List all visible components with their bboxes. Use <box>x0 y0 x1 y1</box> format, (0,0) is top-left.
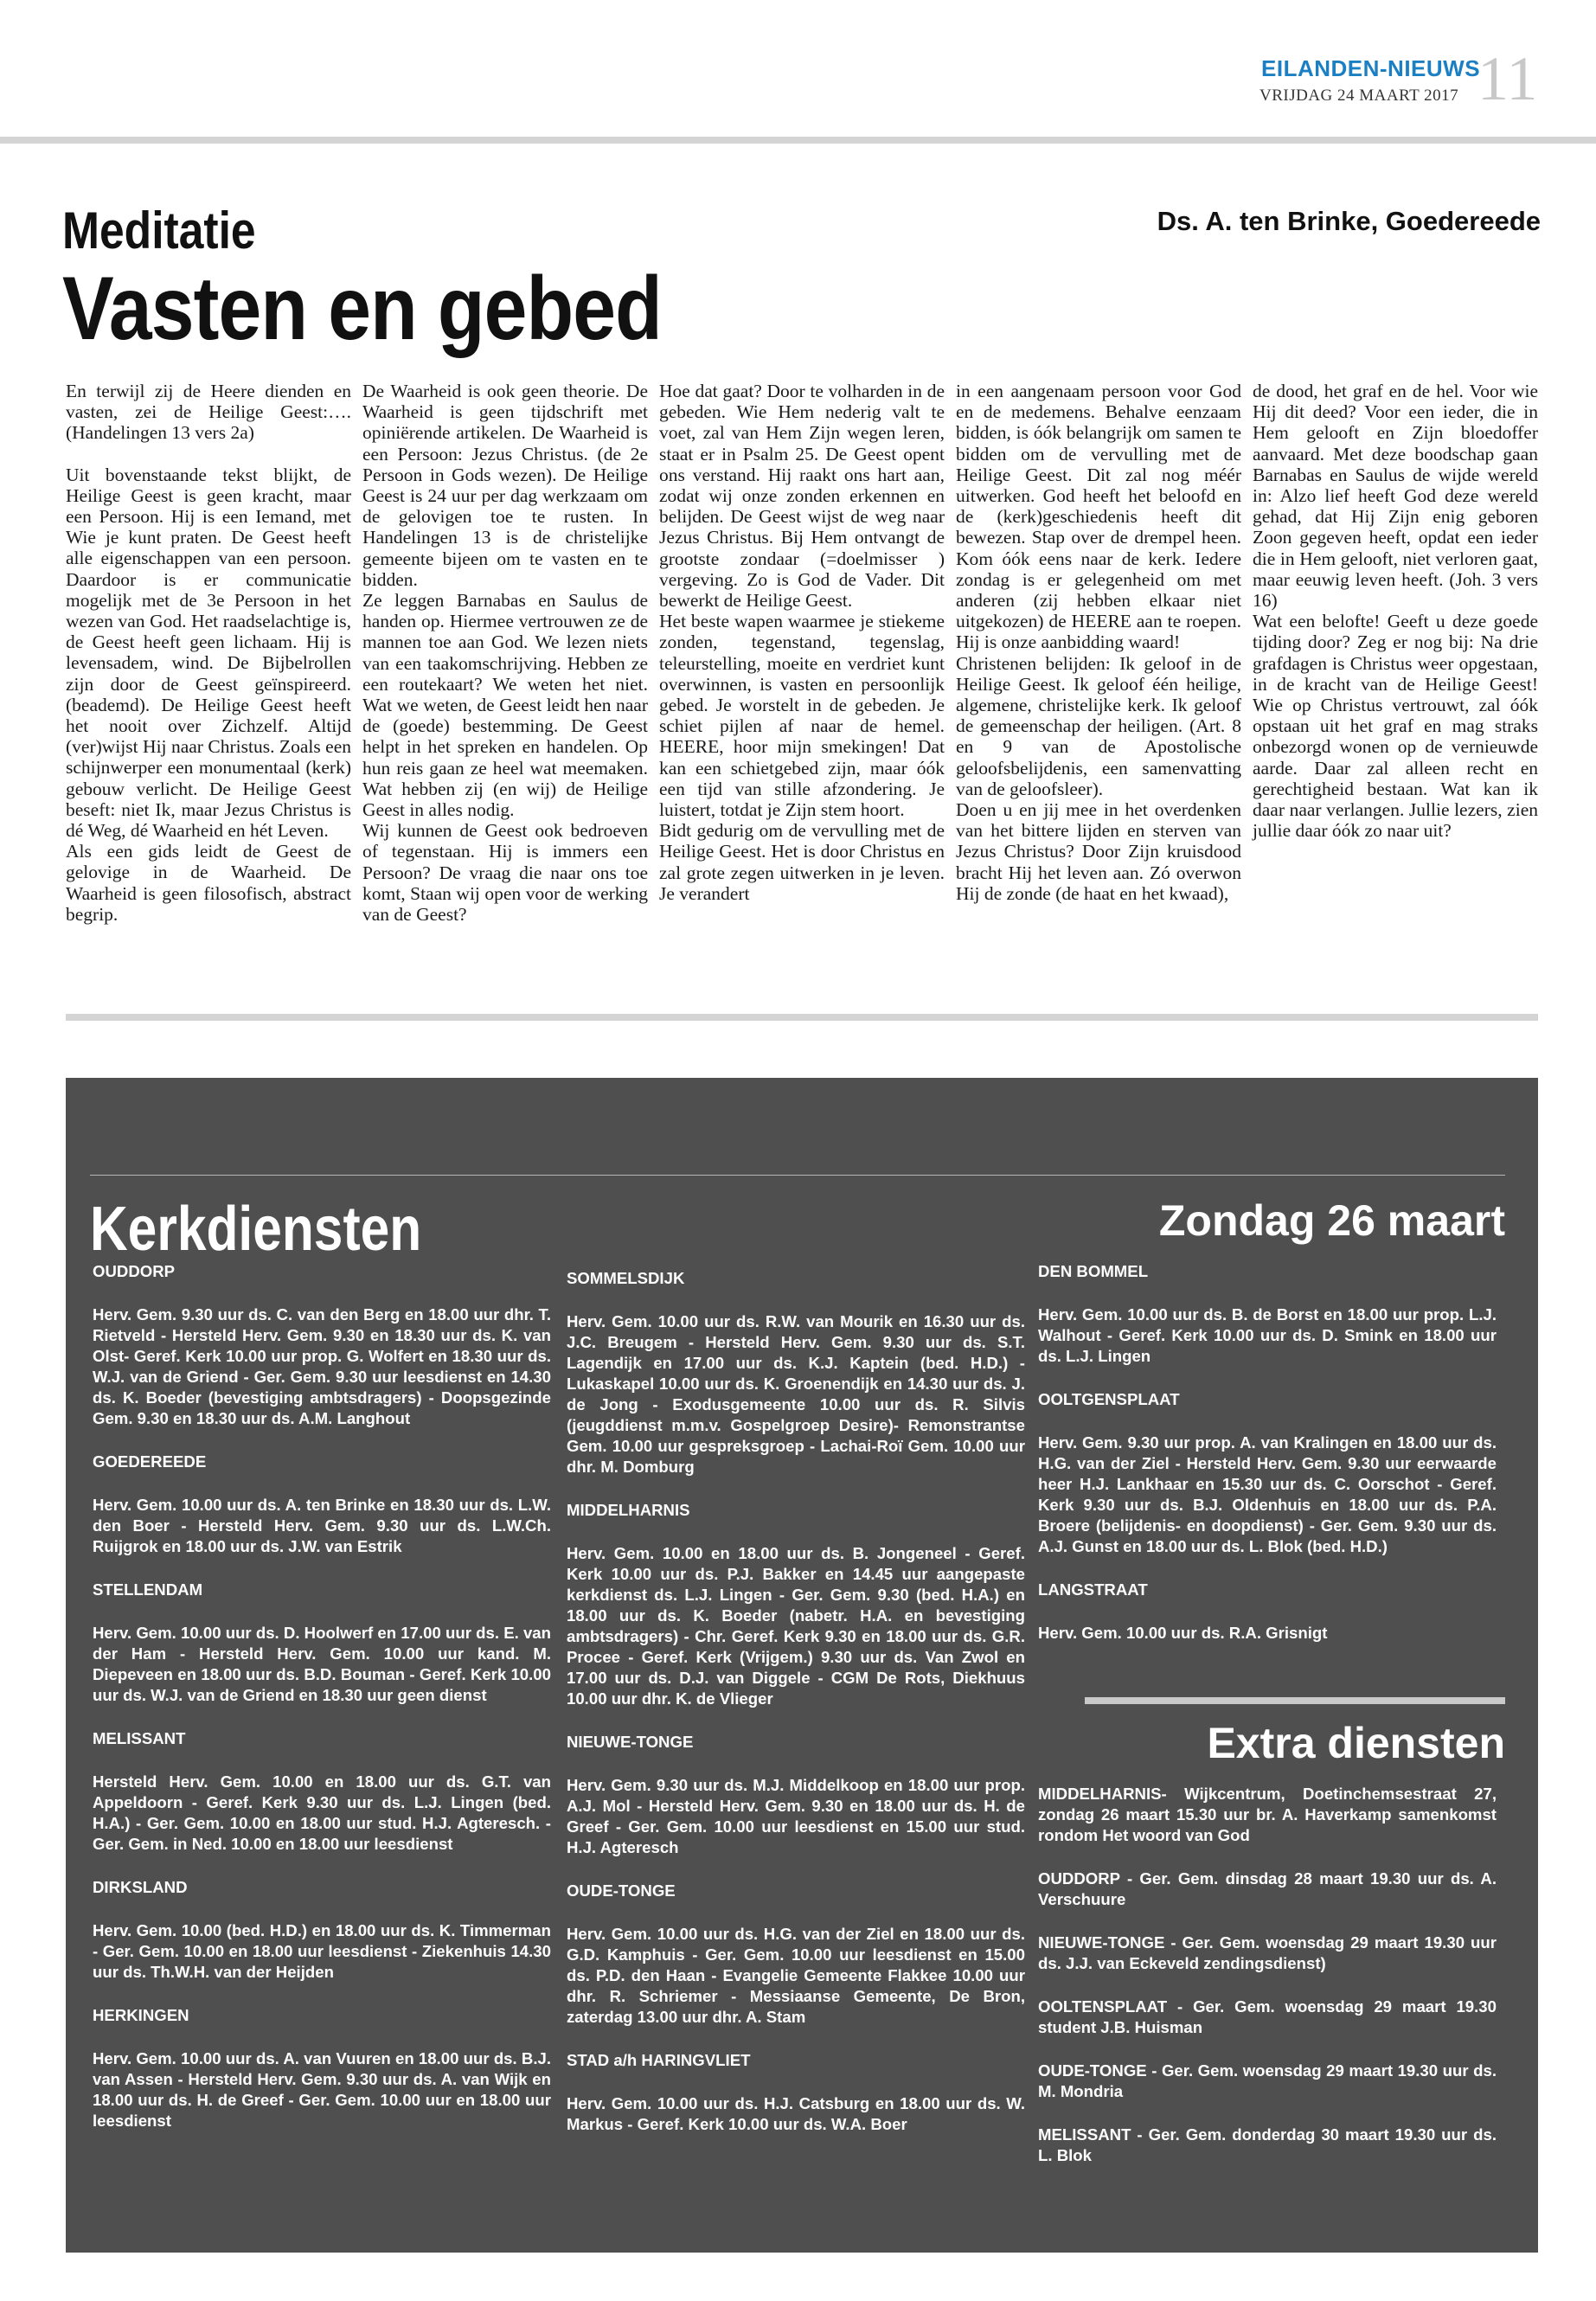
place-heading: STELLENDAM <box>93 1580 203 1599</box>
place-heading: LANGSTRAAT <box>1038 1580 1148 1599</box>
place-heading: NIEUWE-TONGE <box>567 1733 694 1751</box>
paragraph: Wij kunnen de Geest ook bedroeven of tegenstaan. Hij is immers een Persoon? De vraag die naar ons toe komt, Staan wij open voor de werking van de Geest? <box>362 820 648 926</box>
place-heading: OUDE-TONGE <box>567 1881 676 1900</box>
kerkdiensten-column-2 <box>567 1268 1025 2157</box>
place-heading: SOMMELSDIJK <box>567 1269 685 1287</box>
extra-diensten-title: Extra diensten <box>1207 1719 1505 1767</box>
service-listing: Herv. Gem. 10.00 uur ds. R.A. Grisnigt <box>1038 1624 1328 1642</box>
place-heading: OOLTGENSPLAAT <box>1038 1390 1180 1408</box>
article-column-4 <box>956 381 1241 904</box>
place-heading: GOEDEREEDE <box>93 1452 207 1471</box>
top-divider <box>0 137 1596 144</box>
extra-service: MELISSANT - Ger. Gem. donderdag 30 maart 19.30 uur ds. L. Blok <box>1038 2125 1497 2164</box>
article-headline: Vasten en gebed <box>62 259 662 359</box>
place-heading: OUDDORP <box>93 1262 176 1280</box>
article-column-2 <box>362 381 648 925</box>
extra-service: OUDE-TONGE - Ger. Gem. woensdag 29 maart 19.30 uur ds. M. Mondria <box>1038 2061 1497 2100</box>
paragraph: De Waarheid is ook geen theorie. De Waarheid is geen tijdschrift met opiniërende artikelen. De Waarheid is een Persoon: Jezus Christus. (de 2e Persoon in Gods wezen). De Heilige Geest is 24 uur per dag werkzaam om de gelovigen toe te rusten. In Handelingen 13 is de christelijke gemeente bijeen om te vasten en te bidden. <box>362 381 648 590</box>
service-listing: Herv. Gem. 10.00 uur ds. R.W. van Mourik en 16.30 uur ds. J.C. Breugem - Hersteld Herv. Gem. 9.30 uur ds. S.T. Lagendijk en 17.00 uur ds. K.J. Kaptein (bed. H.D.) - Lukaskapel 10.00 uur ds. K. Groenendijk en 14.30 uur ds. J. de Jong - Exodusgemeente 10.00 uur ds. R. Silvis (jeugddienst m.m.v. Gospelgroep Desire)- Remonstrantse Gem. 10.00 uur gespreksgroep - Lachai-Roï Gem. 10.00 uur dhr. M. Domburg <box>567 1312 1025 1476</box>
place-heading: DIRKSLAND <box>93 1878 188 1896</box>
extra-service: OUDDORP - Ger. Gem. dinsdag 28 maart 19.30 uur ds. A. Verschuure <box>1038 1869 1497 1908</box>
article-byline: Ds. A. ten Brinke, Goedereede <box>1157 206 1541 236</box>
paragraph: Het beste wapen waarmee je stiekeme zonden, tegenstand, tegenslag, teleurstelling, moeite en verdriet kunt overwinnen, is vasten en persoonlijk gebed. Je worstelt in de gebeden. Je schiet pijlen af naar de hemel. HEERE, hoor mijn smekingen! Dat kan een schietgebed zijn, maar óók een tijd van stille afzondering. Je luistert, totdat je Zijn stem hoort. <box>659 611 945 821</box>
service-listing: Herv. Gem. 9.30 uur ds. M.J. Middelkoop en 18.00 uur prop. A.J. Mol - Hersteld Herv. Gem. 9.30 en 18.00 uur ds. H. de Greef - Ger. Gem. 10.00 uur leesdienst en 15.00 uur stud. H.J. Agteresch <box>567 1776 1025 1856</box>
place-heading: DEN BOMMEL <box>1038 1262 1149 1280</box>
place-heading: STAD a/h HARINGVLIET <box>567 2051 751 2069</box>
extra-service: OOLTENSPLAAT - Ger. Gem. woensdag 29 maart 19.30 student J.B. Huisman <box>1038 1997 1497 2036</box>
service-listing: Herv. Gem. 10.00 en 18.00 uur ds. B. Jongeneel - Geref. Kerk 10.00 uur ds. P.J. Bakker en 14.45 uur aangepaste kerkdienst ds. L.J. Lingen - Ger. Gem. 9.30 (bed. H.A.) en 18.00 uur ds. K. Boeder (nabetr. H.A. en bevestiging ambtsdragers) - Chr. Geref. Kerk 9.30 en 18.00 uur ds. G.R. Procee - Geref. Kerk (Vrijgem.) 9.30 uur ds. Van Zwol en 17.00 uur ds. D.J. van Diggele - CGM De Rots, Diekhuus 10.00 uur dhr. K. de Vlieger <box>567 1544 1025 1708</box>
extra-diensten-list <box>1038 1784 1497 2189</box>
service-listing: Herv. Gem. 10.00 uur ds. H.G. van der Ziel en 18.00 uur ds. G.D. Kamphuis - Ger. Gem. 10.00 uur leesdienst en 15.00 ds. P.D. den Haan - Evangelie Gemeente Flakkee 10.00 uur dhr. R. Schriemer - Messiaanse Gemeente, De Bron, zaterdag 13.00 uur dhr. A. Stam <box>567 1925 1025 2026</box>
service-listing: Herv. Gem. 10.00 uur ds. H.J. Catsburg en 18.00 uur ds. W. Markus - Geref. Kerk 10.00 uur ds. W.A. Boer <box>567 2094 1025 2133</box>
paragraph: Uit bovenstaande tekst blijkt, de Heilige Geest is geen kracht, maar een Persoon. Hij is een Iemand, met Wie je kunt praten. De Geest heeft alle eigenschappen van een persoon. Daardoor is er communicatie mogelijk met de 3e Persoon in het wezen van God. Het raadselachtige is, de Geest heeft geen lichaam. Hij is levensadem, wind. De Bijbelrollen zijn door de Geest geïnspireerd. (beademd). De Heilige Geest heeft het nooit over Zichzelf. Altijd (ver)wijst Hij naar Christus. Zoals een schijnwerper een monumentaal (kerk) gebouw verlicht. De Heilige Geest beseft: niet Ik, maar Jezus Christus is dé Weg, dé Waarheid en hét Leven. <box>66 464 351 842</box>
service-listing: Herv. Gem. 9.30 uur ds. C. van den Berg en 18.00 uur dhr. T. Rietveld - Hersteld Herv. Gem. 9.30 en 18.30 uur ds. K. van Olst- Geref. Kerk 10.00 uur prop. G. Wolfert en 18.30 uur ds. W.J. van de Griend - Ger. Gem. 9.30 uur leesdienst en 14.30 ds. K. Boeder (bevestiging ambtsdragers) - Doopsgezinde Gem. 9.30 en 18.30 uur ds. A.M. Langhout <box>93 1305 551 1427</box>
kerkdiensten-column-1 <box>93 1261 551 2154</box>
service-listing: Herv. Gem. 10.00 uur ds. A. van Vuuren en 18.00 uur ds. B.J. van Assen - Hersteld Herv. Gem. 9.30 uur ds. A. van Wijk en 18.00 uur ds. H. de Greef - Ger. Gem. 10.00 uur en 18.00 uur leesdienst <box>93 2049 551 2130</box>
place-heading: HERKINGEN <box>93 2006 189 2024</box>
article-column-1 <box>66 381 351 925</box>
service-listing: Herv. Gem. 10.00 (bed. H.D.) en 18.00 uur ds. K. Timmerman - Ger. Gem. 10.00 en 18.00 uur leesdienst - Ziekenhuis 14.30 uur ds. Th.W.H. van der Heijden <box>93 1921 551 1981</box>
section-divider <box>66 1014 1538 1021</box>
extra-service: NIEUWE-TONGE - Ger. Gem. woensdag 29 maart 19.30 uur ds. J.J. van Eckeveld zendingsdienst) <box>1038 1933 1497 1972</box>
paragraph: Doen u en jij mee in het overdenken van het bittere lijden en sterven van Jezus Christus? Door Zijn kruisdood bracht Hij het leven aan. Zó overwon Hij de zonde (de haat en het kwaad), <box>956 799 1241 904</box>
extra-service: MIDDELHARNIS- Wijkcentrum, Doetinchemsestraat 27, zondag 26 maart 15.30 uur br. A. Haverkamp samenkomst rondom Het woord van God <box>1038 1785 1497 1844</box>
paragraph: En terwijl zij de Heere dienden en vasten, zei de Heilige Geest:…. (Handelingen 13 vers 2a) <box>66 381 351 444</box>
service-listing: Herv. Gem. 10.00 uur ds. D. Hoolwerf en 17.00 uur ds. E. van der Ham - Hersteld Herv. Gem. 10.00 uur kand. M. Diepeveen en 18.00 uur ds. B.D. Bouman - Geref. Kerk 10.00 uur ds. W.J. van de Griend en 18.30 uur geen dienst <box>93 1624 551 1704</box>
page-number: 11 <box>1477 44 1538 113</box>
paragraph: Als een gids leidt de Geest de gelovige in de Waarheid. De Waarheid is geen filosofisch, abstract begrip. <box>66 841 351 925</box>
issue-date: VRIJDAG 24 MAART 2017 <box>1259 87 1459 105</box>
newspaper-logo: EILANDEN-NIEUWS <box>1261 55 1481 81</box>
kerkdiensten-date: Zondag 26 maart <box>1158 1196 1505 1245</box>
paragraph: Bidt gedurig om de vervulling met de Heilige Geest. Het is door Christus en zal grote zegen uitwerken in je leven. Je verandert <box>659 820 945 904</box>
article-kicker: Meditatie <box>62 202 256 260</box>
service-listing: Hersteld Herv. Gem. 10.00 en 18.00 uur ds. G.T. van Appeldoorn - Geref. Kerk 9.30 uur ds. L.J. Lingen (bed. H.A.) - Ger. Gem. 10.00 en 18.00 uur stud. H.J. Agteresch. - Ger. Gem. in Ned. 10.00 en 18.00 uur leesdienst <box>93 1772 551 1853</box>
service-listing: Herv. Gem. 10.00 uur ds. A. ten Brinke en 18.30 uur ds. L.W. den Boer - Hersteld Herv. Gem. 9.30 uur ds. L.W.Ch. Ruijgrok en 18.00 uur ds. J.W. van Estrik <box>93 1496 551 1555</box>
paragraph: Ze leggen Barnabas en Saulus de handen op. Hiermee vertrouwen ze de mannen toe aan God. We lezen niets van een taakomschrijving. Hebben ze een routekaart? We weten het niet. Wat we weten, de Geest leidt hen naar de (goede) bestemming. De Geest helpt in het spreken en handelen. Op hun reis gaan ze heel wat meemaken. Wat hebben zij (en wij) de Heilige Geest in alles nodig. <box>362 590 648 821</box>
paragraph: Wat een belofte! Geeft u deze goede tijding door? Zeg er nog bij: Na drie grafdagen is Christus weer opgestaan, in de kracht van de Heilige Geest! Wie op Christus vertrouwt, zal óók opstaan uit het graf en mag straks onbezorgd wonen op de vernieuwde aarde. Daar zal alleen recht en gerechtigheid bestaan. Wat kan ik daar naar verlangen. Jullie lezers, zien jullie daar óók zo naar uit? <box>1253 611 1538 842</box>
paragraph: Christenen belijden: Ik geloof in de Heilige Geest. Ik geloof één heilige, algemene, christelijke kerk. Ik geloof de gemeenschap der heiligen. (Art. 8 en 9 van de Apostolische geloofsbelijdenis, een samenvatting van de geloofsleer). <box>956 652 1241 799</box>
paragraph: Hoe dat gaat? Door te volharden in de gebeden. Wie Hem nederig valt te voet, zal van Hem Zijn wegen leren, staat er in Psalm 25. De Geest opent ons verstand. Hij raakt ons hart aan, zodat wij onze zonden erkennen en belijden. De Geest wijst de weg naar Jezus Christus. Bij Hem ontvangt de grootste zondaar (=doelmisser ) vergeving. Zo is God de Vader. Dit bewerkt de Heilige Geest. <box>659 381 945 612</box>
kerkdiensten-title: Kerkdiensten <box>90 1195 422 1264</box>
service-listing: Herv. Gem. 9.30 uur prop. A. van Kralingen en 18.00 uur ds. H.G. van der Ziel - Hersteld Herv. Gem. 9.30 uur eerwaarde heer H.J. Lankhaar en 15.30 uur ds. C. Oorschot - Geref. Kerk 9.30 uur ds. B.J. Oldenhuis en 18.00 uur ds. P.A. Broere (belijdenis- en doopdienst) - Ger. Gem. 9.30 uur ds. A.J. Gunst en 18.00 uur ds. L. Blok (bed. H.D.) <box>1038 1433 1497 1555</box>
paragraph: de dood, het graf en de hel. Voor wie Hij dit deed? Voor een ieder, die in Hem gelooft en Zijn bloedoffer aanvaard. Met deze boodschap gaan Barnabas en Saulus de wijde wereld in: Alzo lief heeft God deze wereld gehad, dat Hij Zijn enig geboren Zoon gegeven heeft, opdat een ieder die in Hem gelooft, niet verloren gaat, maar eeuwig leven heeft. (Joh. 3 vers 16) <box>1253 381 1538 612</box>
place-heading: MIDDELHARNIS <box>567 1501 690 1519</box>
article-column-5 <box>1253 381 1538 841</box>
article-column-3 <box>659 381 945 904</box>
paragraph: in een aangenaam persoon voor God en de medemens. Behalve eenzaam bidden, is óók belangrijk om samen te bidden om de vervulling met de Heilige Geest. Dit zal nog méér uitwerken. God heeft het beloofd en de (kerk)geschiedenis heeft dit bewezen. Stap over de drempel heen. Kom óók eens naar de kerk. Iedere zondag is er gelegenheid om met anderen (zij hebben elkaar niet uitgekozen) de HEERE aan te roepen. Hij is onze aanbidding waard! <box>956 381 1241 653</box>
extra-divider <box>1085 1697 1505 1704</box>
place-heading: MELISSANT <box>93 1729 186 1747</box>
service-listing: Herv. Gem. 10.00 uur ds. B. de Borst en 18.00 uur prop. L.J. Walhout - Geref. Kerk 10.00 uur ds. D. Smink en 18.00 uur ds. L.J. Lingen <box>1038 1305 1497 1365</box>
kerkdiensten-column-3 <box>1038 1261 1497 1666</box>
panel-rule <box>90 1175 1505 1176</box>
